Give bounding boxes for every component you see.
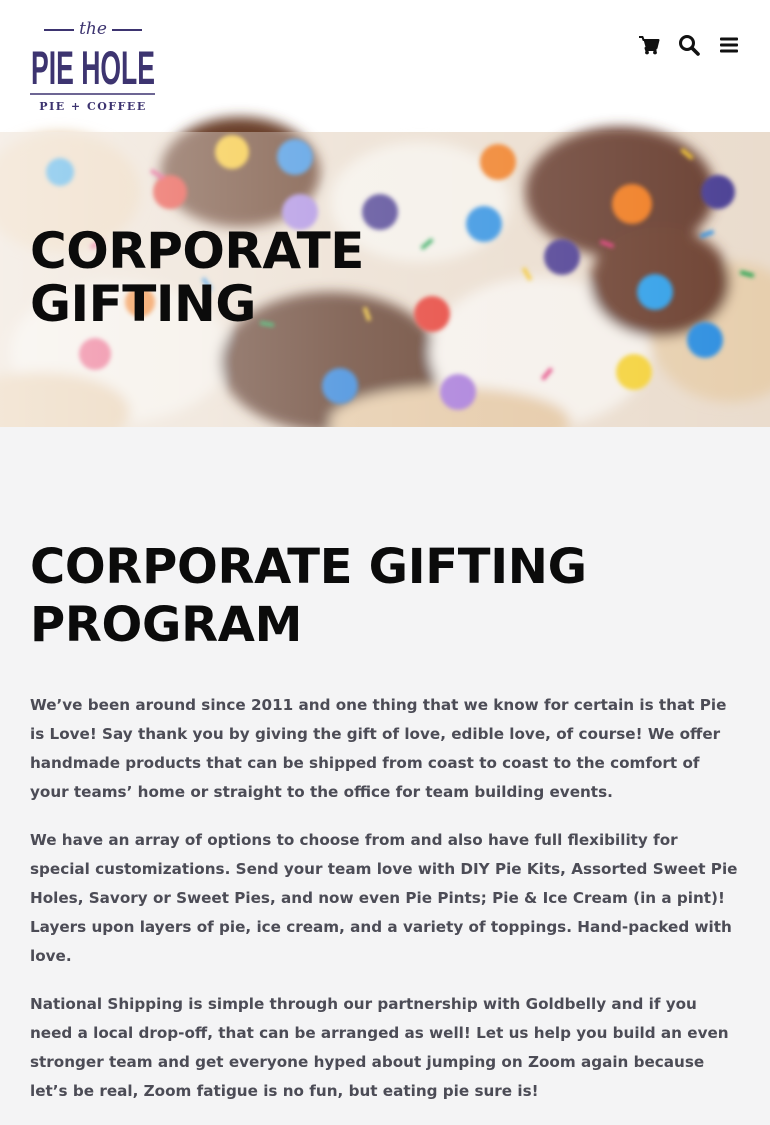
section-title: CORPORATE GIFTING PROGRAM [30,539,587,653]
hero-title: CORPORATE GIFTING [30,222,364,333]
body-text [30,691,742,1125]
paragraph-intro: We’ve been around since 2011 and one thing that we know for certain is that Pie is Love! Say thank you by giving the gift of love, edible love, of course! We offer handmade products that can be shipped from coast to coast to the comfort of your teams’ home or straight to the office for team building events. [30,696,727,801]
logo-main-text: PIE HOLE [31,41,155,94]
menu-icon[interactable] [718,34,740,56]
hero-banner [0,132,770,427]
cart-icon[interactable] [638,34,660,56]
main-content [0,427,770,1121]
paragraph-shipping: National Shipping is simple through our partnership with Goldbelly and if you need a local drop-off, that can be arranged as well! Let us help you build an even stronger team and get everyone hyped about jumping on Zoom again because let’s be real, Zoom fatigue is no fun, but eating pie sure is! [30,995,729,1100]
logo-top-text: the [79,19,107,39]
pie-hole-logo[interactable] [29,17,157,113]
logo-sub-text: PIE + COFFEE [39,100,147,113]
header-icons [638,34,740,56]
logo-graphic [29,17,157,113]
paragraph-options: We have an array of options to choose from and also have full flexibility for special customizations. Send your team love with DIY Pie Kits, Assorted Sweet Pie Holes, Savory or Sweet Pies, and now even Pie Pints; Pie & Ice Cream (in a pint)! Layers upon layers of pie, ice cream, and a variety of toppings. Hand-packed with love. [30,831,738,965]
site-header [0,0,770,132]
search-icon[interactable] [678,34,700,56]
